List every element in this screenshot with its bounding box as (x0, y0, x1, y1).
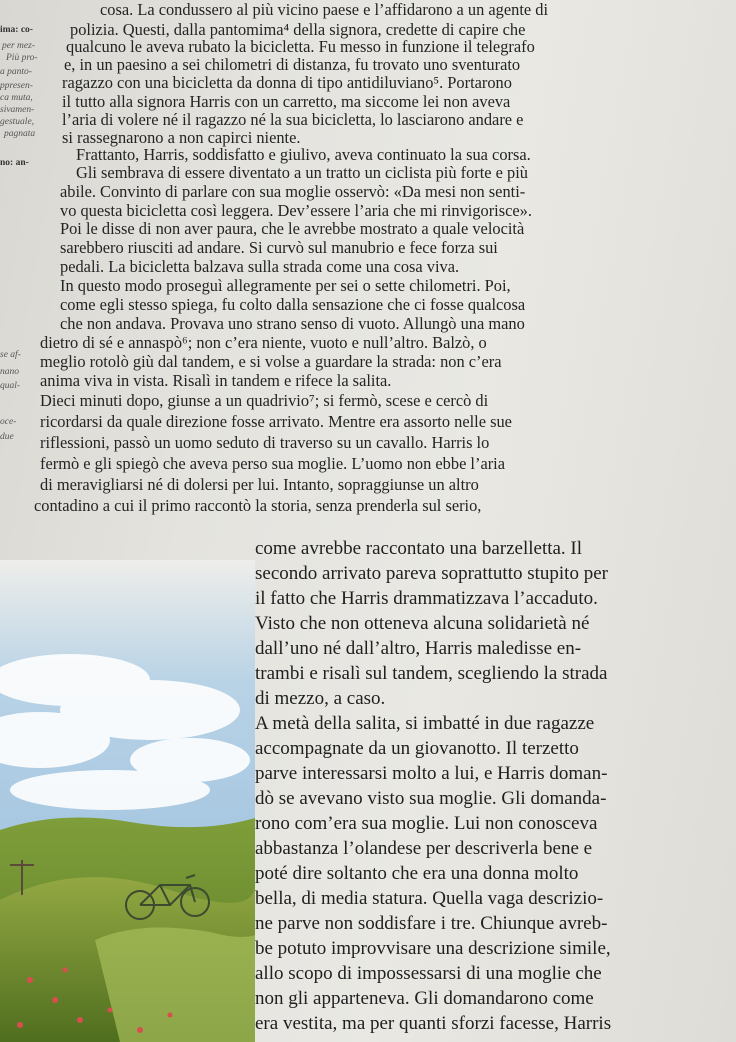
text-line: dò se avevano visto sua moglie. Gli domanda- (255, 788, 607, 809)
text-line: sarebbero riusciti ad andare. Si curvò sul manubrio e fece forza sui (60, 238, 498, 257)
text-line: era vestita, ma per quanti sforzi facesse, Harris (255, 1013, 612, 1034)
text-line: trambi e risalì sul tandem, scegliendo la strada (255, 663, 608, 684)
text-line: Gli sembrava di essere diventato a un tratto un ciclista più forte e più (76, 163, 528, 182)
text-line: come avrebbe raccontato una barzelletta. Il (255, 538, 583, 559)
sunlit-field (95, 928, 255, 1042)
text-line: secondo arrivato pareva soprattutto stupito per (255, 563, 608, 584)
main-text-column (255, 538, 735, 1042)
text-line: Frattanto, Harris, soddisfatto e giulivo, aveva continuato la sua corsa. (76, 145, 531, 164)
text-line: non gli apparteneva. Gli domandarono come (255, 988, 594, 1009)
gloss-line: se af- (0, 350, 21, 360)
text-line: abile. Convinto di parlare con sua moglie osservò: «Da mesi non senti- (60, 182, 526, 201)
text-line: il tutto alla signora Harris con un carretto, ma siccome lei non aveva (62, 92, 511, 111)
gloss-line: qual- (0, 381, 21, 391)
text-line: pedali. La bicicletta balzava sulla strada come una cosa viva. (60, 257, 460, 276)
text-line: qualcuno le aveva rubato la bicicletta. Fu messo in funzione il telegrafo (66, 37, 535, 56)
text-line: si rassegnarono a non capirci niente. (62, 128, 301, 147)
text-line: allo scopo di impossessarsi di una moglie che (255, 963, 602, 984)
text-line: di meravigliarsi né di dolersi per lui. Intanto, sopraggiunse un altro (40, 475, 479, 494)
text-line: ne parve non soddisfare i tre. Chiunque avreb- (255, 913, 608, 934)
text-line: ricordarsi da quale direzione fosse arrivato. Mentre era assorto nelle sue (40, 412, 512, 431)
text-line: abbastanza l’olandese per descriverla bene e (255, 838, 593, 859)
gloss-line: no: an- (0, 158, 29, 168)
text-line: e, in un paesino a sei chilometri di distanza, fu trovato uno sventurato (64, 55, 521, 74)
gloss-line: pagnata (4, 129, 36, 139)
landscape-illustration (0, 560, 255, 1042)
text-line: be potuto improvvisare una descrizione simile, (255, 938, 611, 959)
gloss-line: nano (0, 367, 19, 377)
gloss-line: oce- (0, 417, 17, 427)
text-line: In questo modo proseguì allegramente per sei o sette chilometri. Poi, (60, 276, 511, 295)
text-line: il fatto che Harris drammatizzava l’accaduto. (255, 588, 598, 609)
gloss-line: sivamen- (0, 105, 35, 115)
text-line: poté dire soltanto che era una donna molto (255, 863, 579, 884)
gloss-line: ppresen- (0, 81, 33, 91)
gloss-line: a panto- (0, 67, 32, 77)
text-line: ragazzo con una bicicletta da donna di tipo antidiluviano⁵. Portarono (62, 73, 512, 92)
text-line: vo questa bicicletta così leggera. Dev’essere l’aria che mi rinvigorisce». (60, 201, 532, 220)
gloss-line: ima: co- (0, 25, 33, 35)
text-line: Dieci minuti dopo, giunse a un quadrivio⁷; si fermò, scese e cercò di (40, 391, 489, 410)
text-line: Poi le disse di non aver paura, che le avrebbe mostrato a quale velocità (60, 219, 525, 238)
illustration-svg (0, 560, 255, 1042)
text-line: dietro di sé e annaspò⁶; non c’era niente, vuoto e null’altro. Balzò, o (40, 333, 487, 352)
text-line: anima viva in vista. Risalì in tandem e rifece la salita. (40, 371, 392, 390)
gloss-line: per mez- (2, 41, 35, 51)
text-line: Visto che non otteneva alcuna solidarietà né (255, 613, 590, 634)
text-line: parve interessarsi molto a lui, e Harris doman- (255, 763, 608, 784)
text-line: accompagnate da un giovanotto. Il terzetto (255, 738, 579, 759)
text-line: polizia. Questi, dalla pantomima⁴ della signora, credette di capire che (70, 20, 526, 39)
text-line: A metà della salita, si imbatté in due ragazze (255, 713, 595, 734)
text-line: contadino a cui il primo raccontò la storia, senza prenderla sul serio, (34, 496, 482, 515)
text-line: rono com’era sua moglie. Lui non conosceva (255, 813, 598, 834)
text-line: dall’uno né dall’altro, Harris maledisse en- (255, 638, 582, 659)
gloss-line: due (0, 432, 14, 442)
gloss-line: gestuale, (0, 117, 35, 127)
text-line: fermò e gli spiegò che aveva perso sua moglie. L’uomo non ebbe l’aria (40, 454, 506, 473)
text-line: bella, di media statura. Quella vaga descrizio- (255, 888, 604, 909)
text-line: cosa. La condussero al più vicino paese e l’affidarono a un agente di (100, 0, 548, 19)
gloss-line: Più pro- (6, 53, 38, 63)
text-line: meglio rotolò giù dal tandem, e si volse a guardare la strada: non c’era (40, 352, 502, 371)
text-line: come egli stesso spiega, fu colto dalla sensazione che ci fosse qualcosa (60, 295, 526, 314)
gloss-line: ca muta, (0, 93, 33, 103)
text-line: l’aria di volere né il ragazzo né la sua bicicletta, lo lasciarono andare e (62, 110, 524, 129)
text-line: che non andava. Provava uno strano senso di vuoto. Allungò una mano (60, 314, 525, 333)
text-line: riflessioni, passò un uomo seduto di traverso su un cavallo. Harris lo (40, 433, 490, 452)
text-line: di mezzo, a caso. (255, 688, 386, 709)
